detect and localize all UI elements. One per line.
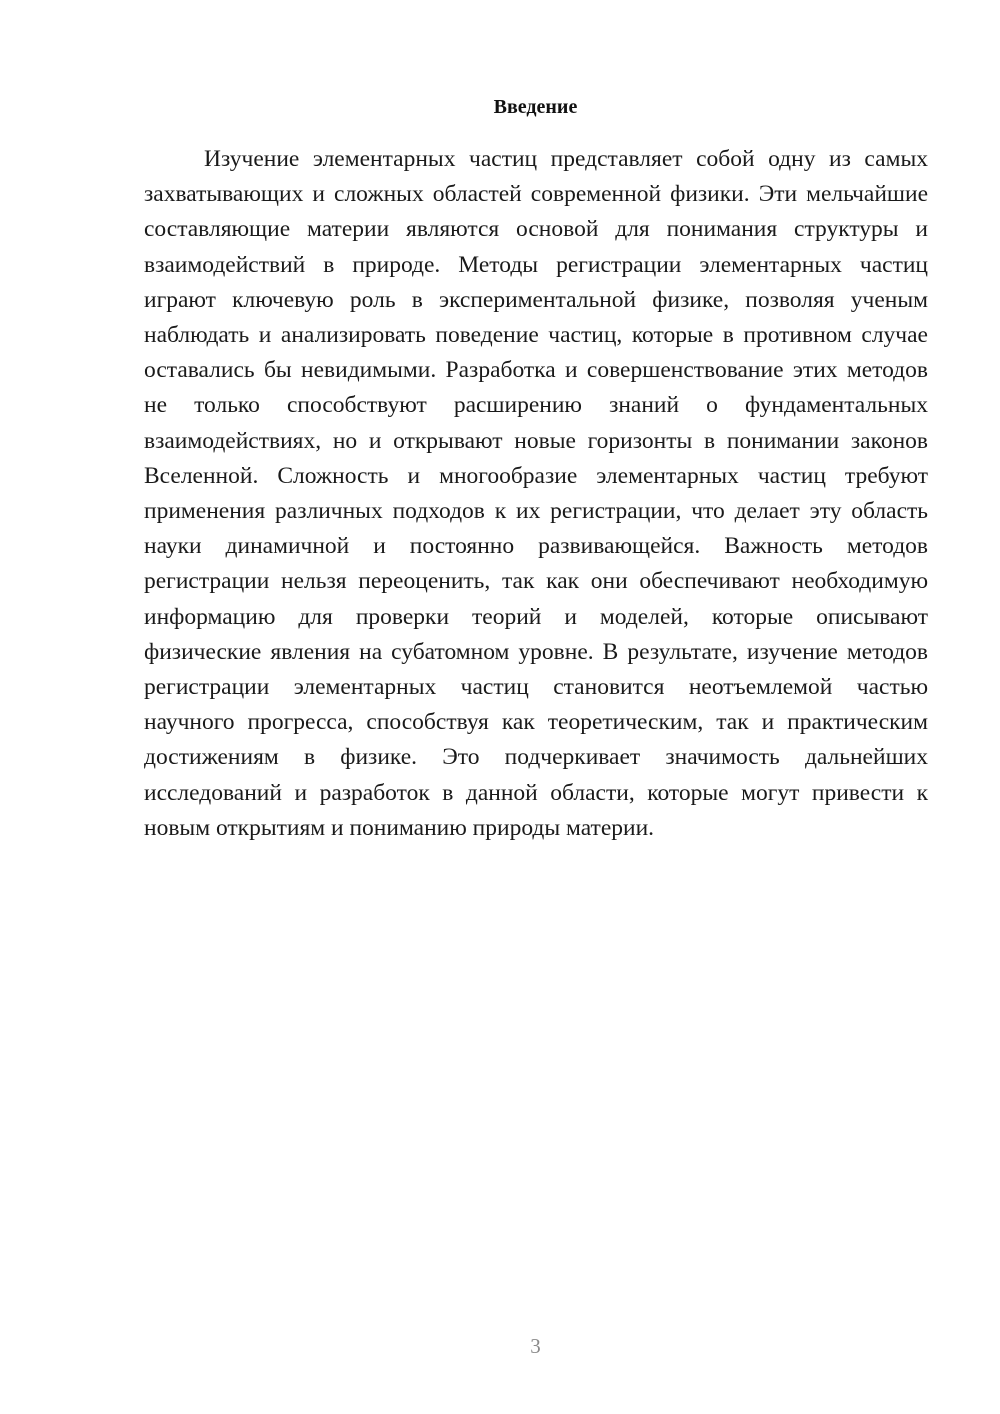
page-number: 3 (530, 1334, 541, 1358)
body-paragraph: Изучение элементарных частиц представляет собой одну из самых захватывающих и сложных областей современной физики. Эти мельчайшие составляющие материи являются основой для понимания структуры и взаимодействий в природе. Методы регистрации элементарных частиц играют ключевую роль в экспериментальной физике, позволяя ученым наблюдать и анализировать поведение частиц, которые в противном случае оставались бы невидимыми. Разработка и совершенствование этих методов не только способствуют расширению знаний о фундаментальных взаимодействиях, но и открывают новые горизонты в понимании законов Вселенной. Сложность и многообразие элементарных частиц требуют применения различных подходов к их регистрации, что делает эту область науки динамичной и постоянно развивающейся. Важность методов регистрации нельзя переоценить, так как они обеспечивают необходимую информацию для проверки теорий и моделей, которые описывают физические явления на субатомном уровне. В результате, изучение методов регистрации элементарных частиц становится неотъемлемой частью научного прогресса, способствуя как теоретическим, так и практическим достижениям в физике. Это подчеркивает значимость дальнейших исследований и разработок в данной области, которые могут привести к новым открытиям и пониманию природы материи. (144, 146, 928, 841)
section-heading: Введение (493, 96, 578, 118)
